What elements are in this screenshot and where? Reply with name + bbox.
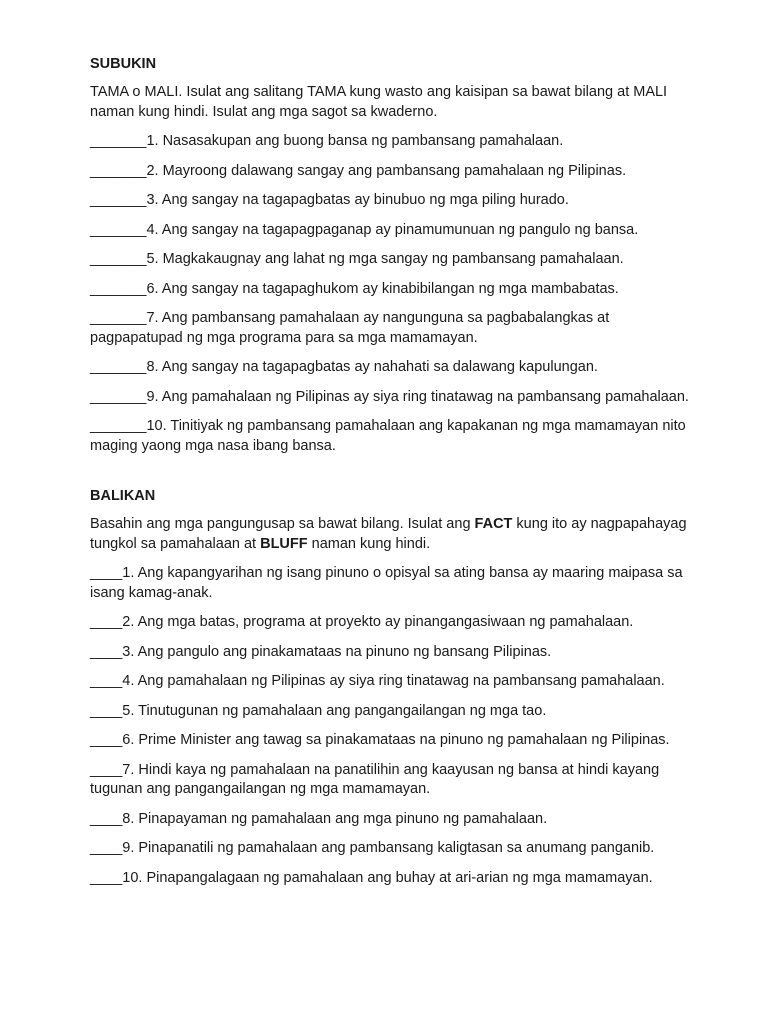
question-text: 8. Ang sangay na tagapagbatas ay nahahati sa dalawang kapulungan. [146, 359, 598, 375]
answer-blank: ____ [90, 565, 123, 581]
balikan-item-4 [90, 672, 690, 692]
question-text: 1. Nasasakupan ang buong bansa ng pambansang pamahalaan. [146, 133, 564, 149]
answer-blank: ____ [90, 869, 123, 886]
answer-blank: ____ [90, 643, 123, 660]
balikan-section [90, 487, 690, 888]
balikan-item-5 [90, 702, 690, 722]
answer-blank: _______ [90, 359, 147, 375]
question-text: 4. Ang sangay na tagapagpaganap ay pinamumunuan ng pangulo ng bansa. [146, 221, 639, 238]
balikan-item-1 [90, 564, 690, 603]
statement-text: 8. Pinapayaman ng pamahalaan ang mga pinuno ng pamahalaan. [122, 810, 548, 827]
subukin-item-5 [90, 250, 690, 270]
subukin-item-10 [90, 417, 690, 456]
balikan-item-8 [90, 810, 690, 830]
instructions-text: kung ito ay nagpapahayag tungkol sa pamahalaan at [90, 516, 687, 552]
answer-blank: ____ [90, 840, 123, 856]
answer-blank: _______ [90, 388, 147, 405]
statement-text: 10. Pinapangalagaan ng pamahalaan ang buhay at ari-arian ng mga mamamayan. [122, 869, 653, 886]
question-text: 7. Ang pambansang pamahalaan ay nangunguna sa pagbabalangkas at pagpapatupad ng mga programa para sa mga mamamayan. [90, 310, 610, 346]
answer-blank: ____ [90, 761, 123, 778]
statement-text: 7. Hindi kaya ng pamahalaan na panatilihin ang kaayusan ng bansa at hindi kayang tugunan ang pangangailangan ng mga mamamayan. [90, 761, 660, 797]
statement-text: 6. Prime Minister ang tawag sa pinakamataas na pinuno ng pamahalaan ng Pilipinas. [122, 732, 670, 748]
subukin-item-6 [90, 280, 690, 300]
answer-blank: ____ [90, 673, 123, 689]
question-text: 6. Ang sangay na tagapaghukom ay kinabibilangan ng mga mambabatas. [146, 280, 619, 297]
bluff-keyword: BLUFF [260, 535, 308, 552]
subukin-item-2 [90, 162, 690, 182]
question-text: 10. Tinitiyak ng pambansang pamahalaan ang kapakanan ng mga mamamayan nito maging yaong mga nasa ibang bansa. [90, 418, 686, 454]
answer-blank: ____ [90, 614, 123, 630]
question-text: 5. Magkakaugnay ang lahat ng mga sangay ng pambansang pamahalaan. [146, 251, 624, 267]
statement-text: 2. Ang mga batas, programa at proyekto ay pinangangasiwaan ng pamahalaan. [122, 614, 634, 630]
subukin-item-7 [90, 309, 690, 348]
answer-blank: _______ [90, 310, 147, 326]
subukin-item-1 [90, 132, 690, 152]
balikan-heading: BALIKAN [90, 488, 156, 504]
question-text: 2. Mayroong dalawang sangay ang pambansang pamahalaan ng Pilipinas. [146, 162, 627, 179]
statement-text: 1. Ang kapangyarihan ng isang pinuno o opisyal sa ating bansa ay maaring maipasa sa isang kamag-anak. [90, 565, 683, 601]
balikan-item-3 [90, 643, 690, 663]
subukin-heading: SUBUKIN [90, 56, 157, 72]
question-text: 9. Ang pamahalaan ng Pilipinas ay siya ring tinatawag na pambansang pamahalaan. [146, 388, 689, 405]
question-text: 3. Ang sangay na tagapagbatas ay binubuo ng mga piling hurado. [146, 192, 569, 208]
statement-text: 4. Ang pamahalaan ng Pilipinas ay siya ring tinatawag na pambansang pamahalaan. [122, 673, 665, 689]
balikan-item-10 [90, 869, 690, 889]
statement-text: 3. Ang pangulo ang pinakamataas na pinuno ng bansang Pilipinas. [122, 643, 552, 660]
subukin-item-3 [90, 191, 690, 211]
answer-blank: _______ [90, 192, 147, 208]
balikan-item-2 [90, 613, 690, 633]
instructions-text: Basahin ang mga pangungusap sa bawat bilang. Isulat ang [90, 516, 475, 532]
answer-blank: _______ [90, 133, 147, 149]
fact-keyword: FACT [474, 516, 513, 532]
subukin-item-8 [90, 358, 690, 378]
worksheet-page [90, 55, 690, 898]
answer-blank: _______ [90, 162, 147, 179]
statement-text: 5. Tinutugunan ng pamahalaan ang pangangailangan ng mga tao. [122, 702, 547, 719]
answer-blank: ____ [90, 732, 123, 748]
balikan-instructions [90, 515, 690, 554]
answer-blank: _______ [90, 418, 147, 434]
balikan-item-7 [90, 761, 690, 800]
answer-blank: _______ [90, 221, 147, 238]
subukin-section [90, 55, 690, 456]
balikan-item-9 [90, 839, 690, 859]
subukin-item-9 [90, 388, 690, 408]
statement-text: 9. Pinapanatili ng pamahalaan ang pambansang kaligtasan sa anumang panganib. [122, 840, 655, 856]
answer-blank: ____ [90, 810, 123, 827]
subukin-item-4 [90, 221, 690, 241]
balikan-item-6 [90, 731, 690, 751]
subukin-instructions: TAMA o MALI. Isulat ang salitang TAMA kung wasto ang kaisipan sa bawat bilang at MALI naman kung hindi. Isulat ang mga sagot sa kwaderno. [90, 84, 668, 120]
answer-blank: _______ [90, 251, 147, 267]
answer-blank: _______ [90, 280, 147, 297]
instructions-text: naman kung hindi. [307, 535, 431, 552]
answer-blank: ____ [90, 702, 123, 719]
